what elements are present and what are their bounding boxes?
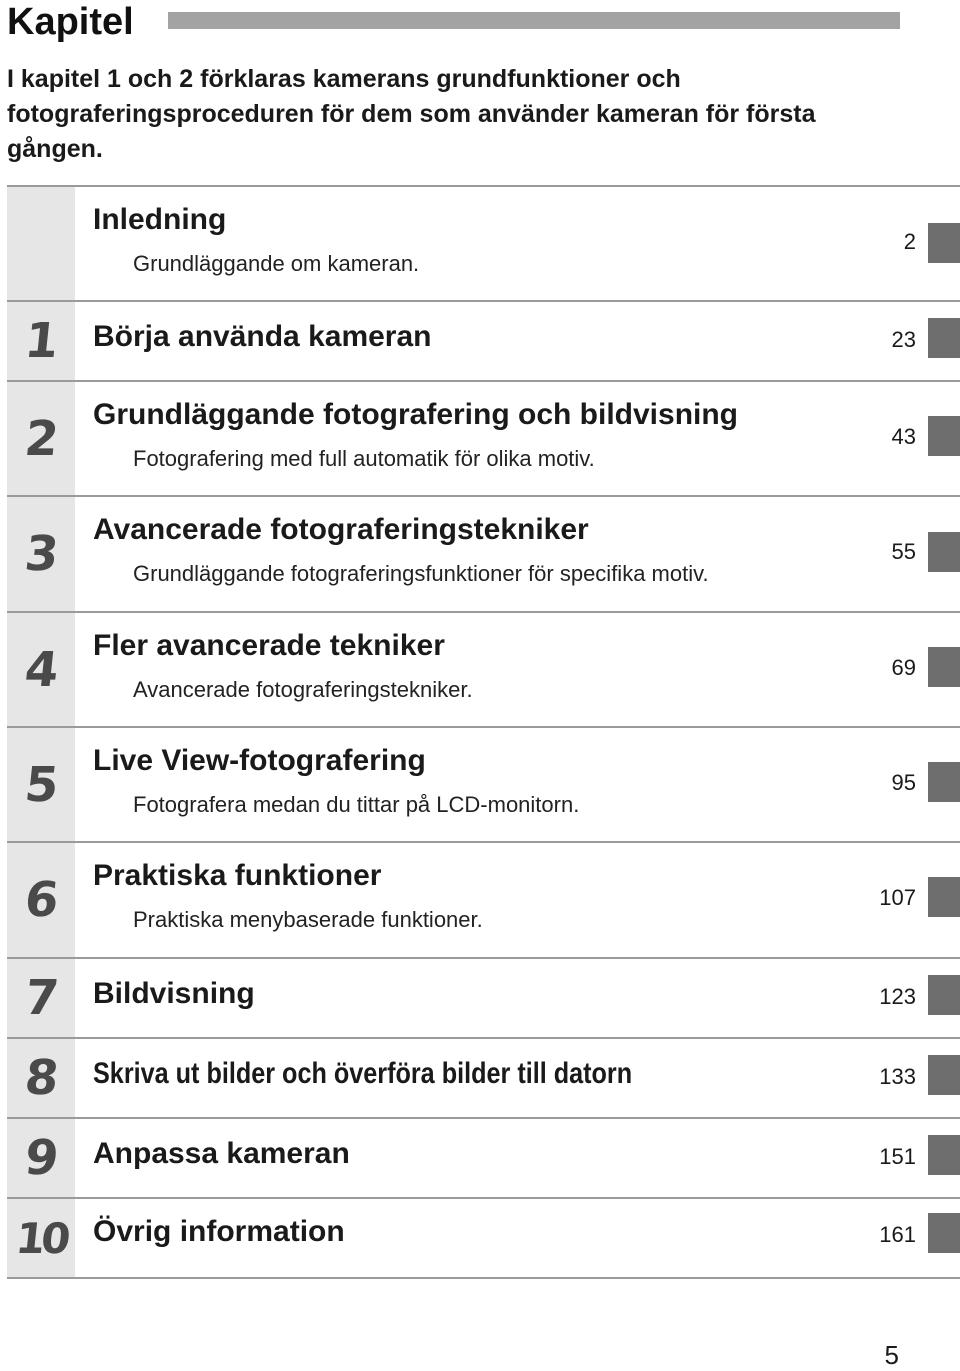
page-title: Kapitel xyxy=(7,1,134,43)
chapter-number-cell xyxy=(7,187,75,300)
chapter-title[interactable]: Bildvisning xyxy=(93,977,255,1010)
chapter-number: 6 xyxy=(22,872,60,928)
chapter-number-cell xyxy=(7,382,75,495)
chapter-tab-marker xyxy=(928,318,960,358)
chapter-number: 4 xyxy=(22,641,60,698)
chapter-tab-marker xyxy=(928,975,960,1015)
chapter-number: 5 xyxy=(22,756,60,813)
chapter-number: 2 xyxy=(22,410,60,467)
chapter-number-cell xyxy=(7,728,75,841)
chapter-page-number: 123 xyxy=(879,984,916,1009)
chapter-subtitle: Fotografering med full automatik för olika motiv. xyxy=(133,446,595,471)
chapter-number: 9 xyxy=(22,1130,60,1186)
chapter-page-number: 95 xyxy=(891,770,916,795)
chapter-subtitle: Grundläggande om kameran. xyxy=(133,251,420,276)
chapter-subtitle: Avancerade fotograferingstekniker. xyxy=(133,677,473,702)
toc-row-chapter-3[interactable] xyxy=(7,497,960,613)
chapter-number-cell xyxy=(7,497,75,611)
toc-row-chapter-6[interactable] xyxy=(7,843,960,959)
chapter-tab-marker xyxy=(928,1213,960,1253)
page-number: 5 xyxy=(884,1340,899,1370)
chapter-tab-marker xyxy=(928,1135,960,1175)
toc-row-chapter-4[interactable] xyxy=(7,613,960,728)
chapter-number: 1 xyxy=(22,313,60,369)
chapter-number-cell xyxy=(7,302,75,380)
chapter-tab-marker xyxy=(928,1055,960,1095)
table-of-contents xyxy=(7,185,960,1279)
toc-row-chapter-2[interactable] xyxy=(7,382,960,497)
chapter-title[interactable]: Fler avancerade tekniker xyxy=(93,629,445,662)
chapter-number-cell xyxy=(7,843,75,957)
chapter-title[interactable]: Anpassa kameran xyxy=(93,1137,350,1170)
chapter-subtitle: Praktiska menybaserade funktioner. xyxy=(133,907,483,932)
toc-row-chapter-8[interactable] xyxy=(7,1039,960,1119)
chapter-subtitle: Fotografera medan du tittar på LCD-monitorn. xyxy=(133,792,580,817)
toc-row-chapter-7[interactable] xyxy=(7,959,960,1039)
chapter-header xyxy=(0,0,960,50)
header-rule xyxy=(168,12,900,29)
chapter-page-number: 2 xyxy=(903,229,916,254)
chapter-number: 7 xyxy=(22,970,60,1026)
chapter-page-number: 69 xyxy=(891,655,916,680)
chapter-title[interactable]: Inledning xyxy=(93,203,227,236)
toc-row-chapter-9[interactable] xyxy=(7,1119,960,1199)
chapter-number: 3 xyxy=(22,526,60,582)
toc-row-chapter-10[interactable] xyxy=(7,1199,960,1279)
chapter-page-number: 23 xyxy=(891,327,916,352)
chapter-page-number: 55 xyxy=(891,539,916,564)
intro-text: I kapitel 1 och 2 förklaras kamerans grundfunktioner och fotograferingsproceduren för dem som använder kameran för första gången. xyxy=(7,65,816,163)
chapter-page-number: 161 xyxy=(879,1222,916,1247)
chapter-title[interactable]: Skriva ut bilder och överföra bilder till datorn xyxy=(93,1057,633,1090)
chapter-title[interactable]: Grundläggande fotografering och bildvisning xyxy=(93,398,738,431)
chapter-number: 10 xyxy=(13,1213,69,1263)
toc-row-introduction[interactable] xyxy=(7,187,960,302)
chapter-number-cell xyxy=(7,959,75,1037)
toc-row-chapter-5[interactable] xyxy=(7,728,960,843)
chapter-number-cell xyxy=(7,613,75,726)
chapter-tab-marker xyxy=(928,532,960,572)
chapter-number-cell xyxy=(7,1039,75,1117)
chapter-subtitle: Grundläggande fotograferingsfunktioner för specifika motiv. xyxy=(133,561,709,586)
chapter-tab-marker xyxy=(928,877,960,917)
chapter-title[interactable]: Live View-fotografering xyxy=(93,744,426,777)
chapter-tab-marker xyxy=(928,647,960,687)
chapter-title[interactable]: Avancerade fotograferingstekniker xyxy=(93,513,589,546)
chapter-tab-marker xyxy=(928,416,960,456)
chapter-page-number: 151 xyxy=(879,1144,916,1169)
chapter-page-number: 107 xyxy=(879,885,916,910)
chapter-number: 8 xyxy=(22,1050,60,1106)
chapter-title[interactable]: Övrig information xyxy=(93,1215,345,1248)
chapter-number-cell xyxy=(7,1119,75,1197)
chapter-number-cell xyxy=(7,1199,75,1277)
chapter-page-number: 43 xyxy=(891,424,916,449)
chapter-title[interactable]: Börja använda kameran xyxy=(93,320,432,353)
toc-row-chapter-1[interactable] xyxy=(7,302,960,382)
chapter-tab-marker xyxy=(928,762,960,802)
chapter-title[interactable]: Praktiska funktioner xyxy=(93,859,382,892)
chapter-tab-marker xyxy=(928,223,960,263)
chapter-page-number: 133 xyxy=(879,1064,916,1089)
